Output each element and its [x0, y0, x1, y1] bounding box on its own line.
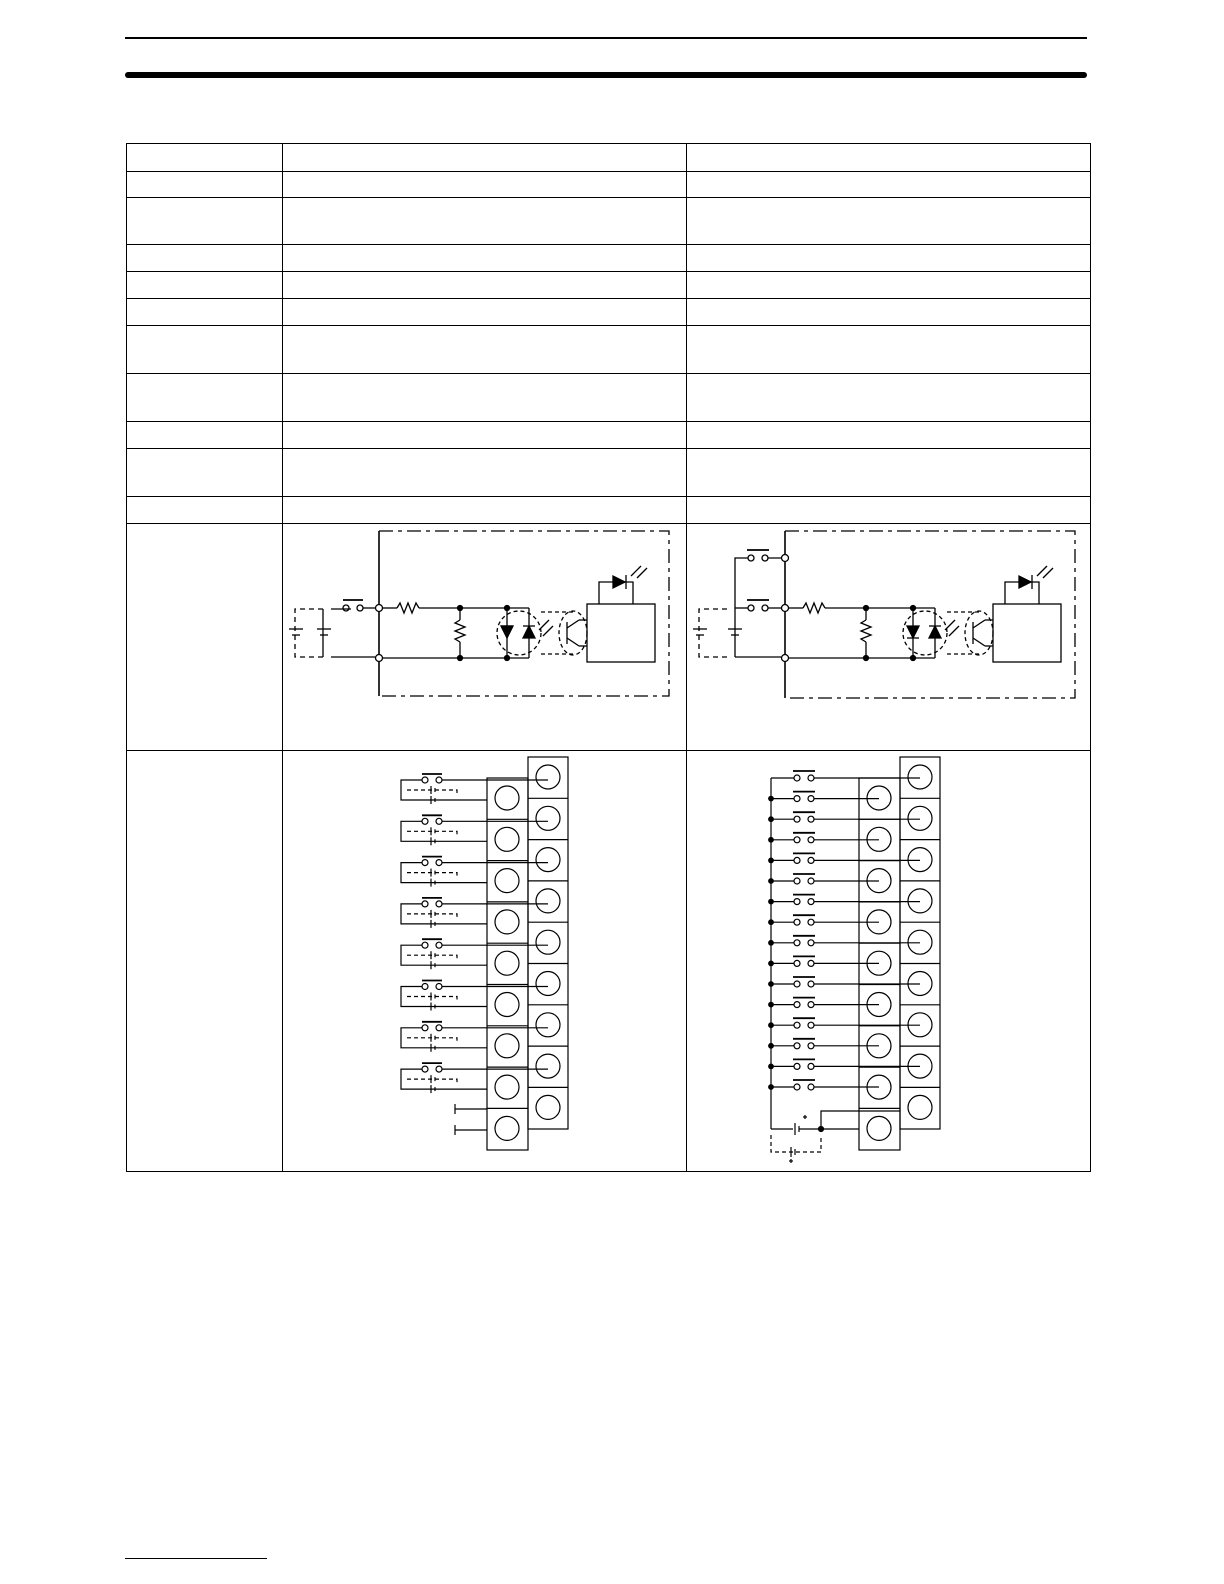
- switch-contact: [808, 960, 814, 966]
- terminal-diagram-left-cell: [283, 751, 687, 1172]
- row-value-left: [283, 374, 687, 422]
- row-value-right: [687, 198, 1091, 245]
- row-value-right: [687, 299, 1091, 326]
- terminal-screw: [536, 848, 560, 872]
- junction-dot: [769, 838, 774, 843]
- switch-contact: [794, 857, 800, 863]
- specifications-table: [126, 143, 1091, 1172]
- alt-polarity-dashed: [407, 1038, 457, 1044]
- switch-contact: [422, 984, 428, 990]
- terminal-screw: [536, 889, 560, 913]
- terminal-screw: [536, 930, 560, 954]
- terminal-screw: [908, 889, 932, 913]
- terminal-screw: [495, 951, 519, 975]
- switch-contact: [794, 1022, 800, 1028]
- terminal-screw: [495, 1116, 519, 1140]
- header-cell-right-model: [687, 144, 1091, 172]
- table-row: [127, 172, 1091, 198]
- junction-dot: [769, 1002, 774, 1007]
- junction-dot: [769, 941, 774, 946]
- switch-contact: [808, 981, 814, 987]
- terminal-block-left-column: [487, 778, 528, 1150]
- table-row: [127, 198, 1091, 245]
- row-label: [127, 198, 283, 245]
- switch-contact: [794, 1063, 800, 1069]
- row-value-left: [283, 198, 687, 245]
- row-label: [127, 751, 283, 1172]
- switch-contact: [808, 796, 814, 802]
- table-row: [127, 422, 1091, 449]
- switch-contact: [422, 901, 428, 907]
- terminal-screw: [495, 1034, 519, 1058]
- terminal-screw: [536, 765, 560, 789]
- table-row: [127, 299, 1091, 326]
- switch-contact: [808, 857, 814, 863]
- switch-contact: [808, 837, 814, 843]
- terminal-diagram-left: [283, 751, 686, 1171]
- switch-contact: [436, 818, 442, 824]
- terminal-screw: [908, 806, 932, 830]
- row-value-left: [283, 422, 687, 449]
- terminal-block-left-column: [859, 778, 900, 1150]
- terminal-screw: [867, 1116, 891, 1140]
- row-label: [127, 326, 283, 374]
- terminal-screw: [536, 1013, 560, 1037]
- junction-dot: [769, 899, 774, 904]
- terminal-diagram-right-cell: [687, 751, 1091, 1172]
- switch-contact: [422, 818, 428, 824]
- row-value-right: [687, 497, 1091, 524]
- row-label: [127, 245, 283, 272]
- row-label: [127, 422, 283, 449]
- footer-rule: [125, 1558, 267, 1559]
- row-value-left: [283, 326, 687, 374]
- row-label: [127, 299, 283, 326]
- terminal-screw: [495, 910, 519, 934]
- switch-contact: [808, 816, 814, 822]
- switch-contact: [422, 777, 428, 783]
- junction-dot: [769, 858, 774, 863]
- alt-polarity-dashed: [407, 1079, 457, 1085]
- alt-polarity-dashed: [407, 914, 457, 920]
- switch-contact: [808, 1063, 814, 1069]
- alt-polarity-dashed: [407, 873, 457, 879]
- terminal-connections-row: [127, 751, 1091, 1172]
- row-value-left: [283, 272, 687, 299]
- row-value-right: [687, 172, 1091, 198]
- table-row: [127, 272, 1091, 299]
- terminal-block-right-column: [528, 757, 568, 1129]
- switch-contact: [808, 878, 814, 884]
- terminal-screw: [908, 1095, 932, 1119]
- row-label: [127, 449, 283, 497]
- junction-dot: [769, 982, 774, 987]
- switch-contact: [794, 816, 800, 822]
- row-value-right: [687, 326, 1091, 374]
- row-value-right: [687, 422, 1091, 449]
- alt-polarity-dashed: [407, 790, 457, 796]
- switch-contact: [794, 837, 800, 843]
- junction-dot: [769, 796, 774, 801]
- terminal-screw: [536, 806, 560, 830]
- circuit-diagram-left-cell: [283, 524, 687, 751]
- switch-contact: [808, 899, 814, 905]
- row-value-left: [283, 245, 687, 272]
- circuit-diagram-left: [283, 524, 686, 750]
- switch-contact: [794, 940, 800, 946]
- header-cell-left-model: [283, 144, 687, 172]
- header-thick-rule: [125, 72, 1087, 78]
- switch-contact: [436, 777, 442, 783]
- row-label: [127, 172, 283, 198]
- switch-contact: [808, 940, 814, 946]
- junction-dot: [769, 817, 774, 822]
- junction-dot: [769, 1064, 774, 1069]
- table-row: [127, 449, 1091, 497]
- switch-contact: [794, 919, 800, 925]
- switch-contact: [794, 1002, 800, 1008]
- switch-contact: [436, 901, 442, 907]
- alt-polarity-dashed: [407, 997, 457, 1003]
- table-row: [127, 497, 1091, 524]
- header-thin-rule: [125, 37, 1087, 39]
- switch-contact: [422, 1025, 428, 1031]
- terminal-screw: [495, 786, 519, 810]
- row-label: [127, 272, 283, 299]
- table-row: [127, 374, 1091, 422]
- row-value-right: [687, 272, 1091, 299]
- table-row: [127, 245, 1091, 272]
- switch-contact: [808, 775, 814, 781]
- row-label: [127, 374, 283, 422]
- switch-contact: [436, 860, 442, 866]
- terminal-screw: [495, 993, 519, 1017]
- row-value-right: [687, 245, 1091, 272]
- switch-contact: [794, 960, 800, 966]
- switch-contact: [794, 1084, 800, 1090]
- switch-contact: [422, 860, 428, 866]
- table-header-row: [127, 144, 1091, 172]
- header-cell-item: [127, 144, 283, 172]
- row-label: [127, 497, 283, 524]
- switch-contact: [436, 942, 442, 948]
- terminal-screw: [536, 972, 560, 996]
- terminal-screw: [495, 827, 519, 851]
- switch-contact: [422, 942, 428, 948]
- row-value-left: [283, 497, 687, 524]
- alt-polarity-dashed: [407, 955, 457, 961]
- circuit-configuration-row: [127, 524, 1091, 751]
- switch-contact: [808, 1084, 814, 1090]
- switch-contact: [436, 984, 442, 990]
- terminal-screw: [495, 1075, 519, 1099]
- junction-dot: [769, 879, 774, 884]
- switch-contact: [794, 878, 800, 884]
- junction-dot: [769, 961, 774, 966]
- switch-contact: [808, 1022, 814, 1028]
- circuit-diagram-right: [687, 524, 1090, 750]
- row-value-left: [283, 449, 687, 497]
- switch-contact: [794, 981, 800, 987]
- switch-contact: [422, 1066, 428, 1072]
- junction-dot: [769, 1023, 774, 1028]
- junction-dot: [769, 1085, 774, 1090]
- terminal-screw: [908, 765, 932, 789]
- terminal-screw: [908, 848, 932, 872]
- alt-polarity-dashed: [407, 831, 457, 837]
- terminal-screw: [536, 1054, 560, 1078]
- table-row: [127, 326, 1091, 374]
- switch-contact: [436, 1025, 442, 1031]
- terminal-screw: [536, 1095, 560, 1119]
- switch-contact: [808, 1043, 814, 1049]
- row-value-right: [687, 449, 1091, 497]
- row-value-right: [687, 374, 1091, 422]
- switch-contact: [808, 1002, 814, 1008]
- row-label: [127, 524, 283, 751]
- row-value-left: [283, 172, 687, 198]
- circuit-diagram-right-cell: [687, 524, 1091, 751]
- switch-contact: [794, 1043, 800, 1049]
- terminal-screw: [495, 869, 519, 893]
- switch-contact: [794, 899, 800, 905]
- junction-dot: [769, 920, 774, 925]
- switch-contact: [794, 775, 800, 781]
- junction-dot: [769, 1044, 774, 1049]
- switch-contact: [808, 919, 814, 925]
- alt-polarity-dashed: [771, 1135, 821, 1152]
- switch-contact: [436, 1066, 442, 1072]
- wire: [799, 1111, 900, 1129]
- terminal-diagram-right: [687, 751, 1090, 1171]
- row-value-left: [283, 299, 687, 326]
- switch-contact: [794, 796, 800, 802]
